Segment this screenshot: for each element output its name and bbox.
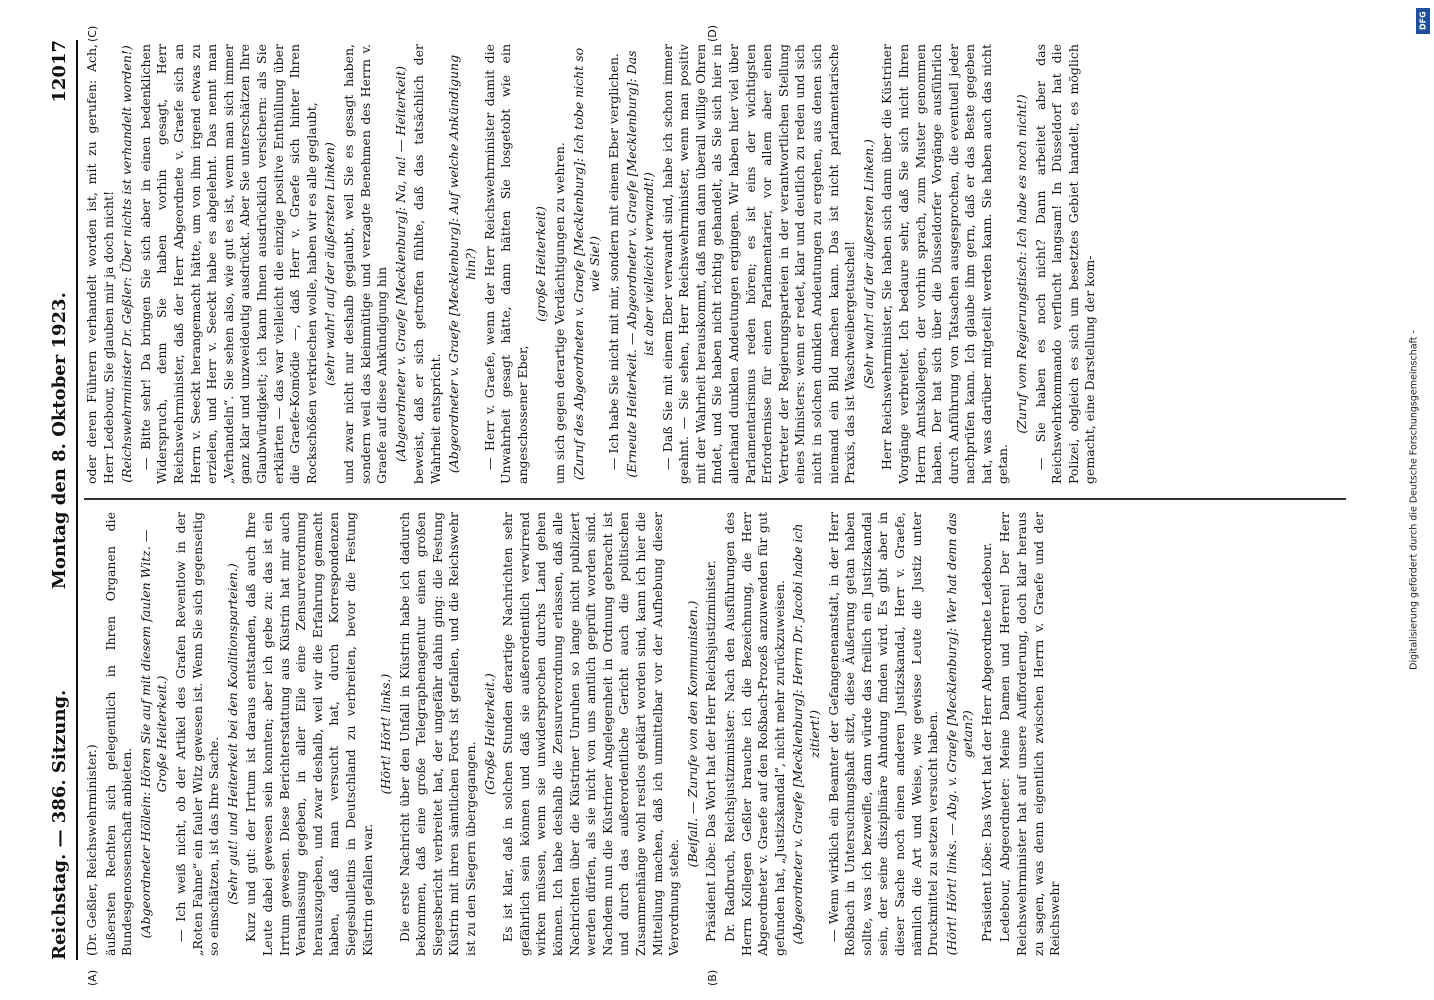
president-speech: Präsident Löbe: Das Wort hat der Herr Reichsjustizminister. [703, 559, 719, 942]
interjection: (Reichswehrminister Dr. Geßler: Über nichts ist verhandelt worden!) [119, 45, 135, 483]
margin-marker-c: (C) [86, 25, 99, 42]
dfg-logo: DFG [1416, 8, 1430, 34]
paragraph: Es ist klar, daß in solchen Stunden derartige Nachrichten sehr gefährlich sein können und daß sie außerordentlich verwirrend wirken müssen, wenn sie unwidersprochen durchs Land gehen können. Ich habe deshalb die Zensurverordnung erlassen, daß alle Nachrichten über die Küstriner Unruhen so lange nicht publiziert werden dürfen, als sie nicht von uns amtlich geprüft worden sind. Nachdem nun die Küstriner Angelegenheit in Ordnung gebracht ist und durch das außerordentliche Gericht auch die politischen Zusammenhänge wohl restlos geklärt worden sind, kann ich hier die Mitteilung machen, daß ich unmittelbar vor der Aufhebung dieser Verordnung stehe. [500, 512, 682, 956]
interjection: (sehr wahr! auf der äußersten Linken) [322, 142, 338, 386]
paragraph: — Wenn wirklich ein Beamter der Gefangenenanstalt, in der Herr Roßbach in Untersuchungshaft sitzt, diese Äußerung getan haben sollte, was ich bezweifle, dann würde das freilich ein Justizskandal sein, der seine disziplinäre Ahndung finden wird. Es gibt aber in dieser Sache noch einen anderen Justizskandal, Herr v. Graefe, nämlich die Art und Weise, wie gewisse Leute die Justiz unter Druckmittel zu setzen versucht haben. [825, 512, 941, 956]
text-column-left [84, 512, 1346, 956]
paragraph: und zwar nicht nur deshalb geglaubt, weil Sie es gesagt haben, sondern weil das kleinmütige und verzagte Benehmen des Herrn v. Graefe auf diese Ankündigung hin [340, 44, 390, 484]
column-divider [84, 499, 1346, 501]
paragraph: — Herr v. Graefe, wenn der Herr Reichswehrminister damit die Unwahrheit gesagt hätte, dann hätten Sie losgetobt wie ein angeschossener Eber, [481, 44, 530, 484]
paragraph: um sich gegen derartige Verdächtigungen zu wehren. [552, 142, 568, 484]
paragraph: äußersten Rechten sich gelegentlich in Ihren Organen die Bundesgenossenschaft anbieten. [102, 512, 135, 956]
interjection: (Sehr gut! und Heiterkeit bei den Koalitionsparteien.) [224, 563, 240, 905]
interjection: (Große Heiterkeit.) [481, 673, 497, 795]
president-speech: Präsident Löbe: Das Wort hat der Herr Abgeordnete Ledebour. [978, 542, 994, 942]
interjection: (Abgeordneter v. Graefe [Mecklenburg]: Na, na! — Heiterkeit) [392, 66, 408, 463]
page-header [40, 40, 78, 960]
paragraph: — Ich weiß nicht, ob der Artikel des Grafen Reventlow in der „Roten Fahne“ ein fauler Witz gewesen ist. Wenn Sie sich gegenseitig so einschätzen, ist das Ihre Sache. [172, 512, 222, 956]
interjection: (Zuruf vom Regierungstisch: Ich habe es noch nicht!) [1014, 94, 1030, 434]
paragraph: Herr Reichswehrminister, Sie haben sich dann über die Küstriner Vorgänge verbreitet. Ich bedaure sehr, daß Sie sich nicht Ihren Herrn Amtskollegen, der vorhin sprach, zum Muster genommen haben. Der hat sich über die Düsseldorfer Vorgänge ausführlich durch Anführung von Tatsachen ausgesprochen, die eventuell jeder nachprüfen kann. Ich glaube ihm gern, daß er das Beste gegeben hat, was darüber mitgeteilt werden kann. Sie haben auch das nicht getan. [879, 44, 1011, 484]
paragraph: — Sie haben es noch nicht? Dann arbeitet aber das Reichswehrkommando verflucht langsam! In Düsseldorf hat die Polizei, obgleich es sich um besetztes Gebiet handelt, es möglich gemacht, eine Darstellung der kom- [1032, 44, 1098, 484]
digitization-credit [1404, 40, 1424, 960]
interjection: (Abgeordneter v. Graefe [Mecklenburg]: Auf welche Ankündigung hin?) [446, 54, 479, 474]
page-number: 12017 [49, 40, 70, 103]
paragraph: oder deren Führern verhandelt worden ist, mit zu gerufen: Ach, Herr Ledebour, Sie glauben mir ja doch nicht! [84, 44, 116, 484]
interjection: (Sehr wahr! auf der äußersten Linken.) [860, 139, 876, 389]
interjection: (große Heiterkeit) [533, 206, 549, 322]
margin-marker-b: (B) [706, 969, 719, 986]
speaker-note: (Dr. Geßler, Reichswehrminister.) [84, 744, 99, 956]
interjection: (Abgeordneter Höllein: Hören Sie auf mit diesem faulen Witz. — Große Heiterkeit.) [137, 529, 170, 939]
paragraph: Kurz und gut: der Irrtum ist daraus entstanden, daß auch Ihre Leute dabei gewesen sein konnten; aber ich gebe zu: das ist ein Irrtum gewesen. Diese Berichterstattung aus Küstrin hat mir auch Veranlassung gegeben, in aller Eile eine Zensurverordnung herauszugeben, und zwar deshalb, weil wir die Erfahrung gemacht haben, daß man versucht hat, durch Korrespondenzen Siegesbulletins in Deutschland zu verbreiten, bevor die Festung Küstrin gefallen war. [243, 512, 375, 956]
interjection: (Zuruf des Abgeordneten v. Graefe [Mecklenburg]: Ich tobe nicht so wie Sie!) [570, 47, 603, 481]
interjection: (Beifall. — Zurufe von den Kommunisten.) [684, 600, 700, 868]
text-column-right [84, 44, 1346, 484]
interjection: (Hört! Hört! links. — Abg. v. Graefe [Mecklenburg]: Wer hat denn das getan?) [943, 512, 976, 956]
paragraph: Ledebour, Abgeordneter: Meine Damen und Herren! Der Herr Reichswehrminister hat auf unsere Aufforderung, doch klar heraus zu sagen, was denn eigentlich zwischen Herrn v. Graefe und der Reichswehr [997, 512, 1063, 956]
margin-marker-d: (D) [706, 24, 719, 42]
paragraph: — Bitte sehr! Da bringen Sie sich aber in einen bedenklichen Widerspruch, denn Sie haben vorhin gesagt, Herr Reichswehrminister, daß der Herr Abgeordnete v. Graefe sich an Herrn v. Seeckt herangemacht hätte, um von ihm irgend etwas zu erzielen, und Herr v. Seeckt habe es abgelehnt. Das nennt man „Verhandeln“. Sie sehen also, wie gut es ist, wenn man sich immer ganz klar und unzweideutig ausdrückt. Aber Sie unterschätzen Ihre Glaubwürdigkeit; ich kann Ihnen ausdrücklich versichern: als Sie erklärten — das war vielleicht die einzige positive Enthüllung über die Graefe-Komödie —, daß Herr v. Graefe sich hinter Ihren Rockschößen verkriechen wolle, haben wir es alle geglaubt, [137, 44, 319, 484]
margin-marker-a: (A) [86, 969, 99, 986]
paragraph: — Ich habe Sie nicht mit mir, sondern mit einem Eber verglichen. [605, 53, 621, 470]
header-center: Montag den 8. Oktober 1923. [49, 292, 70, 590]
paragraph: — Daß Sie mit einem Eber verwandt sind, habe ich schon immer geahnt. — Sie sehen, Herr Reichswehrminister, wenn man positiv mit der Wahrheit herauskommt, daß man dann überall willige Ohren findet, und Sie haben nicht richtig gehandelt, als Sie sich hier in allerhand dunklen Andeutungen ergingen. Wir haben hier viel über Parlamentarismus reden hören; es ist eins der wichtigsten Erfordernisse für einen Parlamentarier, vor allem aber einen Vertreter der Regierungsparteien in der verantwortlichen Stellung eines Ministers: wenn er redet, klar und deutlich zu reden und sich nicht in solchen dunklen Andeutungen zu ergehen, aus denen sich niemand ein Bild machen kann. Das ist nicht parlamentarische Praxis, das ist Waschweibergetuschel! [659, 44, 858, 484]
paragraph: beweist, daß er sich getroffen fühlte, daß das tatsächlich der Wahrheit entspricht. [411, 44, 443, 484]
interjection: (Abgeordneter v. Graefe [Mecklenburg]: Herrn Dr. Jacobi habe ich zitiert!) [790, 523, 822, 945]
credit-text: Digitalisierung gefördert durch die Deutsche Forschungsgemeinschaft - [1408, 330, 1420, 670]
paragraph: Dr. Radbruch, Reichsjustizminister: Nach den Ausführungen des Herrn Kollegen Geßler brauche ich die Bezeichnung, die Herr Abgeordneter v. Graefe auf den Roßbach-Prozeß anzuwenden für gut gefunden hat, „Justizskandal“, nicht mehr zurückzuweisen. [721, 512, 787, 956]
interjection: (Erneute Heiterkeit. — Abgeordneter v. Graefe [Mecklenburg]: Das ist aber vielleicht verwandt!) [624, 50, 656, 478]
header-left: Reichstag. — 386. Sitzung. [49, 689, 70, 960]
paragraph: Die erste Nachricht über den Unfall in Küstrin habe ich dadurch bekommen, daß eine große Telegraphenagentur einen großen Siegesbericht verbreitet hat, der ungefähr dahin ging: die Festung Küstrin mit ihren sämtlichen Forts ist gefallen, und die Reichswehr ist zu den Siegern übergegangen. [396, 512, 479, 956]
interjection: (Hört! Hört! links.) [378, 673, 394, 795]
